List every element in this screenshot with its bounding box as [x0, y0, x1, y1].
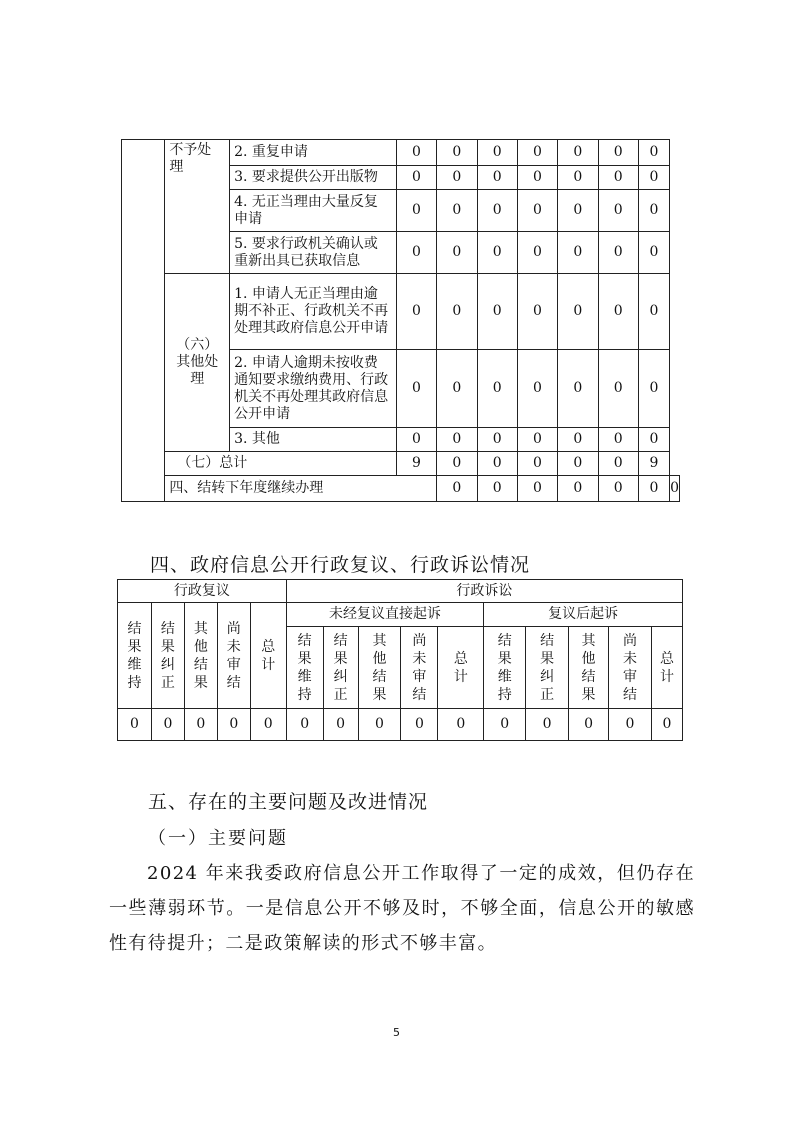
table-cell: 0 — [670, 476, 680, 502]
table-cell: 0 — [437, 190, 477, 232]
table-cell: 0 — [609, 709, 652, 741]
table-cell: 0 — [598, 350, 638, 428]
table-cell: 0 — [396, 232, 436, 274]
table-cell: 0 — [638, 274, 669, 350]
column-header: 尚未审结 — [217, 603, 250, 709]
table-cell: 0 — [437, 476, 477, 502]
table-cell: 0 — [517, 274, 557, 350]
table-cell: 0 — [477, 476, 517, 502]
table-cell: 0 — [517, 452, 557, 476]
table-header-row — [118, 580, 683, 603]
table-cell: 0 — [437, 166, 477, 190]
column-header: 其他结果 — [358, 627, 401, 709]
table-cell: 0 — [438, 709, 484, 741]
row-label: （七）总计 — [165, 452, 397, 476]
table-cell: 0 — [477, 350, 517, 428]
table-cell: 0 — [477, 274, 517, 350]
section-4-title: 四、政府信息公开行政复议、行政诉讼情况 — [150, 554, 531, 576]
table-cell: 0 — [558, 140, 598, 166]
table-cell: 0 — [569, 709, 609, 741]
column-header: 尚未审结 — [609, 627, 652, 709]
table-cell: 0 — [217, 709, 250, 741]
table-cell: 0 — [437, 452, 477, 476]
column-header: 结果纠正 — [526, 627, 569, 709]
table-cell: 0 — [484, 709, 526, 741]
table-cell: 0 — [517, 190, 557, 232]
table-row-total — [122, 452, 680, 476]
table-cell: 0 — [437, 350, 477, 428]
table-cell: 0 — [401, 709, 438, 741]
column-header: 结果纠正 — [323, 627, 358, 709]
column-header: 总计 — [250, 603, 286, 709]
after-review-header: 复议后起诉 — [484, 603, 683, 627]
table-cell: 0 — [358, 709, 401, 741]
column-header: 结果维持 — [484, 627, 526, 709]
column-header: 结果维持 — [286, 627, 323, 709]
table-cell: 0 — [396, 140, 436, 166]
table-cell: 0 — [638, 190, 669, 232]
row-label: 5. 要求行政机关确认或重新出具已获取信息 — [230, 232, 397, 274]
group-label-qita: （六）其他处理 — [165, 274, 230, 452]
table-cell: 0 — [558, 428, 598, 452]
table-cell: 0 — [396, 166, 436, 190]
table-cell: 0 — [526, 709, 569, 741]
table-cell: 0 — [598, 274, 638, 350]
table-cell: 0 — [477, 452, 517, 476]
table-cell: 0 — [651, 709, 682, 741]
review-litigation-table — [117, 579, 683, 741]
table-row-carry — [122, 476, 680, 502]
table-row — [118, 709, 683, 741]
table-cell: 0 — [517, 140, 557, 166]
table-cell: 0 — [517, 232, 557, 274]
column-header: 总计 — [651, 627, 682, 709]
table-cell: 0 — [558, 350, 598, 428]
table-cell: 0 — [437, 232, 477, 274]
table-cell: 0 — [437, 274, 477, 350]
table-cell: 0 — [477, 166, 517, 190]
table-cell: 0 — [184, 709, 217, 741]
table-cell: 9 — [396, 452, 436, 476]
table-cell: 0 — [638, 166, 669, 190]
table-cell: 0 — [558, 452, 598, 476]
table-cell: 0 — [638, 476, 669, 502]
column-header: 结果纠正 — [151, 603, 184, 709]
row-label: 1. 申请人无正当理由逾期不补正、行政机关不再处理其政府信息公开申请 — [230, 274, 397, 350]
table-cell: 0 — [477, 140, 517, 166]
row-label: 3. 其他 — [230, 428, 397, 452]
table-cell: 0 — [598, 452, 638, 476]
table-row — [122, 274, 680, 350]
column-header: 结果维持 — [118, 603, 152, 709]
table-cell: 0 — [396, 428, 436, 452]
column-header: 其他结果 — [569, 627, 609, 709]
table-cell: 0 — [151, 709, 184, 741]
table-cell: 0 — [517, 166, 557, 190]
table-cell: 0 — [396, 350, 436, 428]
main-problems-paragraph: 2024 年来我委政府信息公开工作取得了一定的成效，但仍存在一些薄弱环节。一是信息公开不够及时，不够全面，信息公开的敏感性有待提升；二是政策解读的形式不够丰富。 — [109, 863, 695, 954]
page-number: 5 — [393, 1026, 400, 1039]
table-cell: 0 — [118, 709, 152, 741]
row-label: 四、结转下年度继续办理 — [165, 476, 437, 502]
table-cell: 0 — [558, 166, 598, 190]
row-label: 2. 申请人逾期未按收费通知要求缴纳费用、行政机关不再处理其政府信息公开申请 — [230, 350, 397, 428]
table-cell: 0 — [396, 190, 436, 232]
table-cell: 0 — [638, 232, 669, 274]
direct-suit-header: 未经复议直接起诉 — [286, 603, 484, 627]
group-label-buyu: 不予处理 — [165, 140, 230, 274]
row-label: 2. 重复申请 — [230, 140, 397, 166]
table-cell: 0 — [286, 709, 323, 741]
column-header: 总计 — [438, 627, 484, 709]
table-cell: 0 — [598, 166, 638, 190]
section-5-subtitle: （一）主要问题 — [148, 828, 288, 849]
table-cell: 0 — [558, 232, 598, 274]
column-header: 其他结果 — [184, 603, 217, 709]
table-cell: 0 — [517, 428, 557, 452]
table-cell: 0 — [598, 140, 638, 166]
table-cell: 0 — [437, 140, 477, 166]
table-cell: 0 — [517, 476, 557, 502]
table-cell: 0 — [598, 232, 638, 274]
table-cell: 0 — [558, 190, 598, 232]
table-cell: 0 — [638, 140, 669, 166]
table-cell: 0 — [638, 350, 669, 428]
table-cell: 0 — [477, 232, 517, 274]
table-cell: 0 — [598, 476, 638, 502]
column-header: 尚未审结 — [401, 627, 438, 709]
section-5-title: 五、存在的主要问题及改进情况 — [148, 791, 429, 813]
table-cell: 0 — [598, 428, 638, 452]
table-cell: 0 — [396, 274, 436, 350]
table-cell — [122, 140, 165, 502]
litigation-header: 行政诉讼 — [286, 580, 682, 603]
table-header-row — [118, 603, 683, 627]
table-cell: 0 — [323, 709, 358, 741]
table-cell: 9 — [638, 452, 669, 476]
row-label: 4. 无正当理由大量反复申请 — [230, 190, 397, 232]
table-cell: 0 — [598, 190, 638, 232]
table-cell: 0 — [558, 274, 598, 350]
table-row — [122, 140, 680, 166]
table-cell: 0 — [250, 709, 286, 741]
table-cell: 0 — [558, 476, 598, 502]
table-cell: 0 — [638, 428, 669, 452]
table-cell: 0 — [477, 190, 517, 232]
table-cell: 0 — [437, 428, 477, 452]
handling-results-table — [121, 139, 680, 502]
table-cell: 0 — [517, 350, 557, 428]
table-cell: 0 — [477, 428, 517, 452]
row-label: 3. 要求提供公开出版物 — [230, 166, 397, 190]
review-header: 行政复议 — [118, 580, 287, 603]
